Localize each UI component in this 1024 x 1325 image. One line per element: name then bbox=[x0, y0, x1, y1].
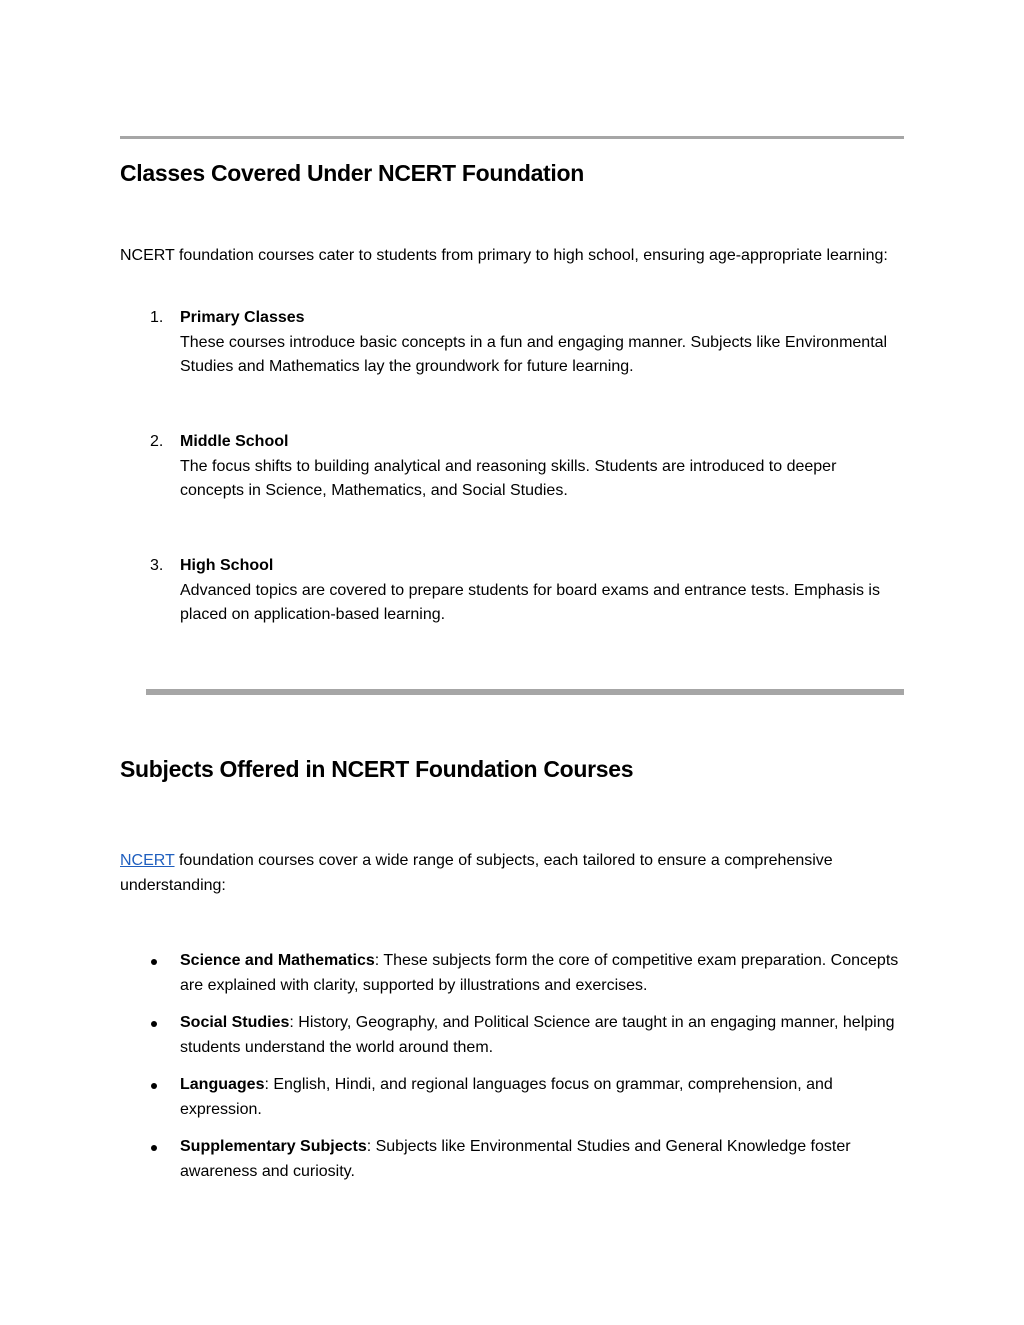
bullet-item-title: Social Studies bbox=[180, 1014, 290, 1031]
list-number: 2. bbox=[150, 433, 164, 450]
top-divider bbox=[120, 136, 904, 139]
ordered-list-item bbox=[150, 306, 900, 380]
list-item-title: High School bbox=[180, 557, 274, 574]
section-heading-classes: Classes Covered Under NCERT Foundation bbox=[120, 160, 585, 186]
bullet-item-body: : These subjects form the core of competitive exam preparation. Concepts are explained with clarity, supported by illustrations and exercises. bbox=[180, 952, 899, 994]
subjects-intro-text: foundation courses cover a wide range of subjects, each tailored to ensure a comprehensive understanding: bbox=[120, 852, 833, 894]
bullet-item-body: : English, Hindi, and regional languages focus on grammar, comprehension, and expression. bbox=[180, 1076, 833, 1118]
list-item-title: Middle School bbox=[180, 433, 289, 450]
bullet-dot-icon bbox=[151, 1083, 157, 1089]
list-item-body: These courses introduce basic concepts in a fun and engaging manner. Subjects like Environmental Studies and Mathematics lay the groundwork for future learning. bbox=[180, 333, 888, 375]
bullet-list-item bbox=[180, 1073, 900, 1122]
bullet-list-item bbox=[180, 1011, 900, 1060]
bullet-list-item bbox=[180, 949, 900, 998]
section-divider bbox=[146, 689, 904, 695]
classes-intro-paragraph: NCERT foundation courses cater to students from primary to high school, ensuring age-appropriate learning: bbox=[120, 247, 888, 264]
bullet-list-item bbox=[180, 1135, 900, 1184]
bullet-dot-icon bbox=[151, 1145, 157, 1151]
list-number: 3. bbox=[150, 557, 164, 574]
bullet-item-body: : History, Geography, and Political Science are taught in an engaging manner, helping students understand the world around them. bbox=[180, 1014, 895, 1056]
list-item-body: The focus shifts to building analytical and reasoning skills. Students are introduced to deeper concepts in Science, Mathematics, and Social Studies. bbox=[180, 457, 837, 499]
ordered-list-item bbox=[150, 430, 900, 504]
bullet-dot-icon bbox=[151, 1021, 157, 1027]
bullet-item-title: Science and Mathematics bbox=[180, 952, 375, 969]
bullet-item-title: Supplementary Subjects bbox=[180, 1138, 367, 1155]
section-heading-subjects: Subjects Offered in NCERT Foundation Courses bbox=[120, 756, 634, 782]
list-item-body: Advanced topics are covered to prepare students for board exams and entrance tests. Emphasis is placed on application-based learning. bbox=[180, 581, 880, 623]
bullet-dot-icon bbox=[151, 959, 157, 965]
bullet-item-title: Languages bbox=[180, 1076, 265, 1093]
bullet-item-body: : Subjects like Environmental Studies and General Knowledge foster awareness and curiosity. bbox=[180, 1138, 851, 1180]
list-item-title: Primary Classes bbox=[180, 309, 305, 326]
subjects-intro-paragraph bbox=[120, 849, 890, 898]
ncert-link[interactable]: NCERT bbox=[120, 852, 175, 869]
ordered-list-item bbox=[150, 554, 900, 628]
list-number: 1. bbox=[150, 309, 164, 326]
